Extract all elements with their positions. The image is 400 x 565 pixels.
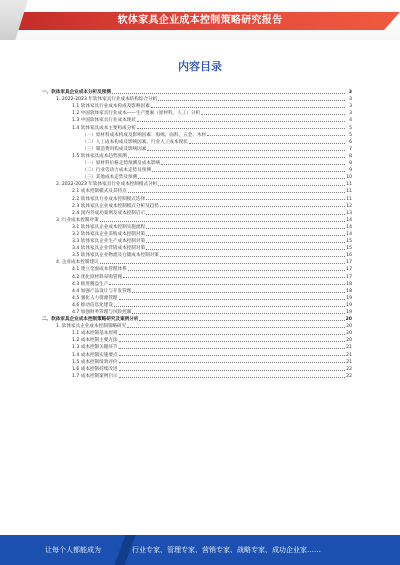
toc-entry-text: 3.4 软体家具企业营销成本控制对策 — [72, 246, 146, 252]
toc-entry-text: （三）制造费用构成及影响因素 — [82, 146, 147, 152]
toc-entry-text: 一、软体家具企业成本分析及预测 — [42, 90, 111, 96]
toc-leader-dots — [158, 100, 345, 101]
toc-leader-dots — [147, 150, 345, 151]
toc-entry[interactable] — [42, 173, 352, 180]
toc-leader-dots — [112, 93, 345, 94]
toc-entry[interactable] — [42, 308, 352, 315]
toc-entry-text: 4.4 加强产品设计与开发管理 — [72, 288, 132, 294]
toc-entry[interactable] — [42, 251, 352, 258]
toc-leader-dots — [119, 370, 345, 371]
toc-entry-text: 4.1 建立全面成本管理体系 — [72, 267, 127, 273]
toc-entry-page: 19 — [346, 310, 352, 315]
toc-entry-page: 15 — [346, 246, 352, 252]
toc-entry-text: 2.4 国内外成功案例及成本控制启示 — [72, 210, 146, 216]
toc-entry[interactable] — [42, 88, 352, 95]
toc-entry[interactable] — [42, 365, 352, 372]
toc-entry-text: 2.1 成本控制模式及其特点 — [72, 189, 127, 195]
toc-leader-dots — [119, 355, 345, 356]
toc-entry[interactable] — [42, 358, 352, 365]
toc-leader-dots — [128, 157, 345, 158]
report-title: 软体家具企业成本控制策略研究报告 — [117, 15, 283, 26]
toc-entry-page: 9 — [349, 168, 352, 174]
toc-entry-page: 5 — [349, 132, 352, 138]
toc-entry[interactable] — [42, 131, 352, 138]
toc-entry-page: 13 — [346, 210, 352, 216]
toc-entry[interactable] — [42, 329, 352, 336]
toc-entry-text: 2.2 软体家具行业成本控制模式选择 — [72, 196, 146, 202]
toc-leader-dots — [128, 192, 345, 193]
toc-entry-text: 1. 2022-2023 年软体家具行业成本结构综合分析 — [56, 97, 158, 103]
toc-entry[interactable] — [42, 116, 352, 123]
toc-entry-text: 4.5 强化人力资源管理 — [72, 295, 118, 301]
toc-entry[interactable] — [42, 209, 352, 216]
toc-leader-dots — [119, 377, 345, 378]
toc-entry-text: （二）行业劳动力成本走势及预测 — [82, 168, 151, 174]
toc-entry-text: 3. 行业成本控制对策 — [56, 217, 99, 223]
toc-entry-page: 22 — [346, 366, 352, 372]
toc-entry[interactable] — [42, 138, 352, 145]
toc-entry-page: 3 — [349, 104, 352, 110]
toc-entry[interactable] — [42, 109, 352, 116]
toc-leader-dots — [119, 362, 345, 363]
toc-entry[interactable] — [42, 336, 352, 343]
toc-entry-page: 10 — [346, 175, 352, 181]
toc-entry-page: 20 — [346, 331, 352, 337]
toc-entry-page: 14 — [346, 224, 352, 230]
toc-entry-page: 21 — [346, 345, 352, 351]
toc-entry-page: 11 — [346, 189, 352, 195]
toc-entry[interactable] — [42, 294, 352, 301]
footer-slogan-left: 让每个人都能成为 — [45, 546, 101, 554]
toc-entry-page: 16 — [346, 253, 352, 259]
toc-entry-text: 2.3 软体家具企业成本控制模式分析及趋势 — [72, 203, 159, 209]
toc-leader-dots — [151, 107, 345, 108]
toc-leader-dots — [137, 121, 345, 122]
toc-leader-dots — [207, 135, 345, 136]
toc-entry[interactable] — [42, 166, 352, 173]
toc-entry[interactable] — [42, 216, 352, 223]
toc-entry-text: 1.2 成本控制主要方法 — [72, 338, 118, 344]
toc-entry-page: 6 — [349, 139, 352, 145]
toc-entry-page: 12 — [346, 203, 352, 209]
toc-entry-page: 8 — [349, 153, 352, 159]
toc-entry-text: 1.7 成本控制案例启示 — [72, 373, 118, 379]
toc-entry[interactable] — [42, 123, 352, 130]
toc-leader-dots — [189, 143, 345, 144]
toc-entry[interactable] — [42, 244, 352, 251]
toc-entry-page: 20 — [346, 338, 352, 344]
toc-entry-text: 4.6 推动信息化建设 — [72, 302, 113, 308]
toc-leader-dots — [100, 263, 345, 264]
toc-entry-page: 11 — [346, 182, 352, 188]
toc-leader-dots — [123, 277, 345, 278]
toc-entry-text: （一）原材料成本构成及影响因素：海绵、面料、五金、木材 — [82, 132, 207, 138]
toc-leader-dots — [119, 334, 345, 335]
toc-leader-dots — [137, 128, 345, 129]
toc-entry-text: 1.1 软体家具行业成本构成及影响因素 — [72, 104, 150, 110]
toc-entry-text: 1.5 软体家具成本趋势预测 — [72, 153, 127, 159]
toc-entry-text: 3.2 软体家具企业采购成本控制对策 — [72, 231, 146, 237]
toc-entry-text: 1.4 成本控制实施要点 — [72, 352, 118, 358]
toc-leader-dots — [158, 185, 345, 186]
toc-entry-page: 18 — [346, 288, 352, 294]
toc-heading: 内容目录 — [178, 60, 222, 73]
toc-entry[interactable] — [42, 372, 352, 379]
toc-entry-page: 21 — [346, 352, 352, 358]
toc-entry-page: 20 — [346, 324, 352, 330]
toc-entry[interactable] — [42, 102, 352, 109]
toc-entry-text: 4.3 推进精益生产 — [72, 281, 109, 287]
toc-entry[interactable] — [42, 301, 352, 308]
toc-entry-page: 22 — [346, 373, 352, 379]
toc-entry[interactable] — [42, 272, 352, 279]
toc-leader-dots — [114, 306, 345, 307]
toc-leader-dots — [139, 320, 344, 321]
toc-entry-text: 1.3 成本控制关键环节 — [72, 345, 118, 351]
toc-leader-dots — [132, 313, 345, 314]
toc-entry-text: 4.2 优化原材料采购管理 — [72, 274, 123, 280]
toc-entry-text: 1.5 成本控制绩效评价 — [72, 359, 118, 365]
toc-leader-dots — [146, 242, 345, 243]
toc-leader-dots — [119, 348, 345, 349]
toc-entry-text: 1.2 中国软体家具行业成本——生产要素（原材料、人工）分析 — [72, 111, 201, 117]
toc-leader-dots — [160, 206, 345, 207]
toc-entry[interactable] — [42, 194, 352, 201]
toc-entry-page: 19 — [346, 295, 352, 301]
toc-entry[interactable] — [42, 287, 352, 294]
toc-leader-dots — [109, 284, 345, 285]
toc-leader-dots — [161, 164, 345, 165]
toc-entry[interactable] — [42, 180, 352, 187]
toc-entry-page: 17 — [346, 267, 352, 273]
toc-entry-page: 3 — [349, 111, 352, 117]
toc-entry[interactable] — [42, 230, 352, 237]
toc-entry-text: （三）其他成本走势及预测 — [82, 175, 138, 181]
toc-entry-text: 1.3 中国软体家具行业成本现状 — [72, 118, 136, 124]
toc-entry-page: 11 — [346, 196, 352, 202]
toc-entry-text: 1.6 成本控制持续改进 — [72, 366, 118, 372]
toc-entry[interactable] — [42, 237, 352, 244]
toc-entry-page: 3 — [348, 90, 352, 96]
toc-entry-text: （一）原材料价格走势预测及成本影响 — [82, 161, 161, 167]
toc-entry-text: 3.1 软体家具企业成本控制实施流程 — [72, 224, 146, 230]
toc-entry[interactable] — [42, 152, 352, 159]
toc-entry[interactable] — [42, 315, 352, 322]
toc-entry-text: 1.4 软体家具成本主要构成分析 — [72, 125, 136, 131]
toc-leader-dots — [146, 199, 345, 200]
toc-entry[interactable] — [42, 265, 352, 272]
toc-leader-dots — [132, 292, 345, 293]
toc-entry-text: 1.1 成本控制基本原则 — [72, 331, 118, 337]
toc-entry-text: 4. 企业成本控制建议 — [56, 260, 99, 266]
toc-leader-dots — [119, 299, 345, 300]
toc-entry-text: 二、软体家具企业成本控制策略研究及案例分析 — [42, 317, 139, 323]
toc-entry-page: 4 — [349, 118, 352, 124]
toc-entry[interactable] — [42, 280, 352, 287]
toc-entry-page: 14 — [346, 217, 352, 223]
toc-leader-dots — [128, 270, 345, 271]
toc-entry[interactable] — [42, 202, 352, 209]
toc-entry-text: 2. 2022-2023 年软体家具行业成本控制模式分析 — [56, 182, 158, 188]
footer-banner — [0, 535, 400, 565]
toc-entry-page: 21 — [346, 359, 352, 365]
toc-entry-text: 3.5 软体家具企业物流及仓储成本控制对策 — [72, 253, 159, 259]
toc-leader-dots — [127, 327, 345, 328]
toc-entry-page: 5 — [349, 125, 352, 131]
toc-entry-page: 18 — [346, 281, 352, 287]
toc-entry-page: 17 — [346, 274, 352, 280]
toc-leader-dots — [119, 341, 345, 342]
toc-entry[interactable] — [42, 258, 352, 265]
toc-entry-page: 17 — [346, 260, 352, 266]
toc-entry-text: （二）人工成本构成及影响因素、行业人工成本现状 — [82, 139, 188, 145]
toc-entry-page: 14 — [346, 231, 352, 237]
toc-entry[interactable] — [42, 343, 352, 350]
toc-entry-page: 8 — [349, 161, 352, 167]
toc-entry-page: 3 — [349, 97, 352, 103]
toc-entry-text: 1. 软体家具企业成本控制策略研究 — [56, 324, 127, 330]
toc-entry-text: 4.7 加强财务管理与风险控制 — [72, 310, 132, 315]
toc-leader-dots — [146, 249, 345, 250]
toc-entry[interactable] — [42, 159, 352, 166]
toc-entry[interactable] — [42, 145, 352, 152]
toc-entry[interactable] — [42, 95, 352, 102]
toc-entry[interactable] — [42, 350, 352, 357]
toc-leader-dots — [146, 228, 345, 229]
toc-entry-page: 20 — [345, 317, 352, 323]
toc-entry-page: 19 — [346, 302, 352, 308]
toc-entry[interactable] — [42, 187, 352, 194]
toc-entry-page: 15 — [346, 239, 352, 245]
toc-leader-dots — [160, 256, 345, 257]
toc-leader-dots — [201, 114, 345, 115]
toc-entry-page: 7 — [349, 146, 352, 152]
toc-leader-dots — [138, 178, 345, 179]
toc-leader-dots — [152, 171, 345, 172]
toc-leader-dots — [146, 214, 345, 215]
toc-entry-text: 3.3 软体家具企业生产成本控制对策 — [72, 239, 146, 245]
header-banner — [0, 0, 400, 40]
toc-entry[interactable] — [42, 322, 352, 329]
footer-slogan-right: 行业专家、管理专家、营销专家、战略专家、成功企业家…… — [132, 546, 321, 554]
toc-entry[interactable] — [42, 223, 352, 230]
toc-leader-dots — [100, 221, 345, 222]
table-of-contents — [42, 88, 352, 379]
toc-leader-dots — [146, 235, 345, 236]
